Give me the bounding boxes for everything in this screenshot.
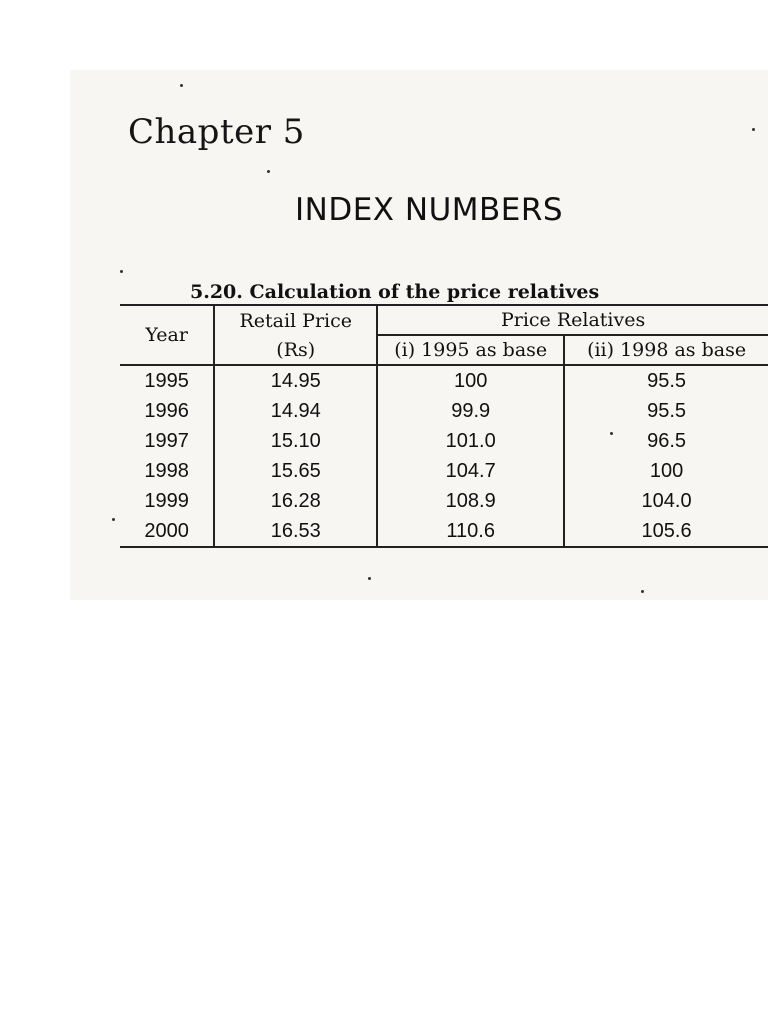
cell-relative-1995: 110.6: [377, 516, 564, 547]
cell-relative-1998: 96.5: [647, 429, 687, 452]
header-base-1998: (ii) 1998 as base: [587, 339, 747, 361]
cell-relative-1995: 101.0: [377, 426, 564, 456]
cell-relative-1998: 100: [649, 459, 684, 482]
cell-relative-1995: 99.9: [377, 396, 564, 426]
table-row: [120, 516, 768, 547]
scan-speck: [641, 590, 644, 593]
header-retail-price-unit: (Rs): [214, 335, 377, 365]
cell-year: 2000: [120, 516, 214, 547]
cell-year: 1998: [120, 456, 214, 486]
cell-year: 1996: [120, 396, 214, 426]
cell-retail-price: 15.10: [214, 426, 377, 456]
cell-retail-price: 14.95: [214, 365, 377, 396]
cell-year: 1997: [120, 426, 214, 456]
header-base-1995: (i) 1995 as base: [377, 335, 564, 365]
chapter-heading: Chapter 5: [128, 112, 305, 152]
cell-relative-1995: 108.9: [377, 486, 564, 516]
cell-retail-price: 15.65: [214, 456, 377, 486]
table-row: [120, 426, 768, 456]
scan-speck: [267, 170, 270, 173]
cell-retail-price: 14.94: [214, 396, 377, 426]
cell-retail-price: 16.53: [214, 516, 377, 547]
cell-year: 1995: [120, 365, 214, 396]
table-row: [120, 365, 768, 396]
scan-speck: [610, 432, 613, 435]
cell-year: 1999: [120, 486, 214, 516]
cell-relative-1998: 105.6: [564, 516, 768, 547]
scan-speck: [180, 84, 183, 87]
header-retail-price: Retail Price: [214, 305, 377, 335]
scan-speck: [120, 270, 123, 273]
table-row: [120, 486, 768, 516]
table-caption: 5.20. Calculation of the price relatives: [190, 281, 600, 303]
header-year: Year: [120, 305, 214, 365]
scan-speck: [112, 518, 115, 521]
scan-speck: [368, 577, 371, 580]
cell-relative-1998: 95.5: [647, 399, 687, 422]
cell-relative-1995: 100: [377, 365, 564, 396]
price-relatives-table: [120, 304, 768, 548]
cell-relative-1998: 95.5: [564, 365, 768, 396]
cell-relative-1995: 104.7: [377, 456, 564, 486]
cell-retail-price: 16.28: [214, 486, 377, 516]
scan-speck: [752, 128, 755, 131]
table-row: [120, 456, 768, 486]
table-row: [120, 396, 768, 426]
cell-relative-1998: 104.0: [641, 489, 692, 512]
page-title: INDEX NUMBERS: [295, 192, 564, 228]
header-price-relatives: Price Relatives: [377, 305, 768, 335]
